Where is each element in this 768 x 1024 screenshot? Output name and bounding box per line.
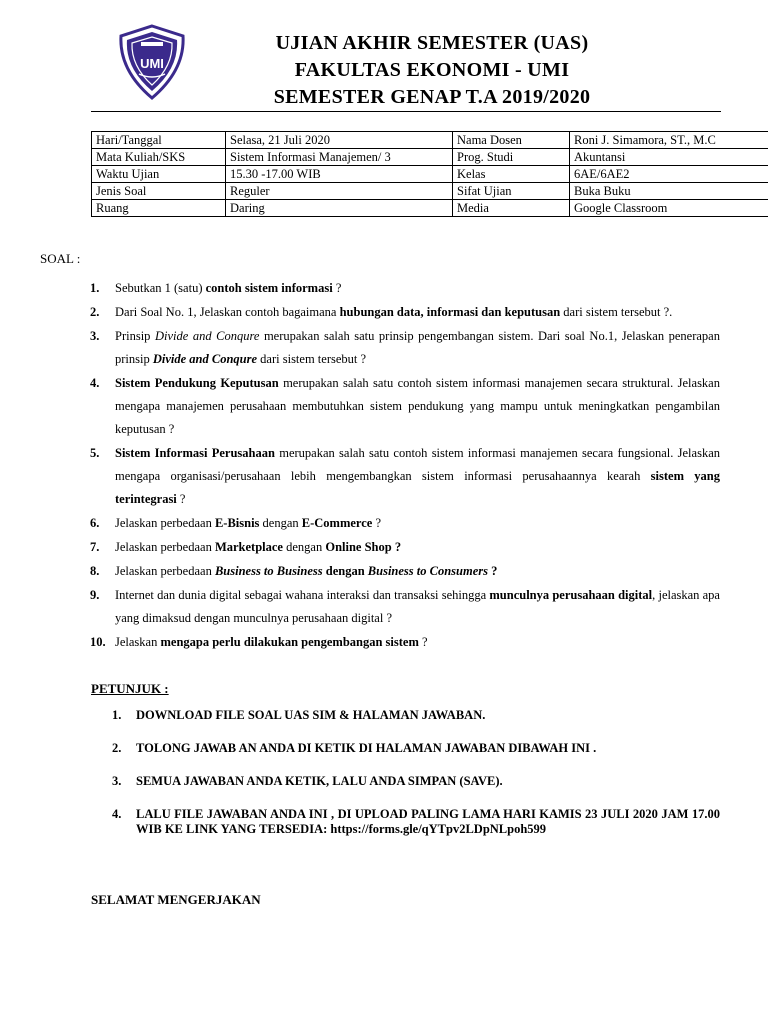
question-text: merupakan salah satu contoh sistem informasi manajemen secara struktural. Jelaskan mengapa manajemen perusahaan membutuhkan sistem pendukung yang mampu untuk meningkatkan pengambilan keputusan ? xyxy=(115,376,720,436)
question-text: Divide and Conqure xyxy=(152,352,258,366)
info-label: Prog. Studi xyxy=(453,149,570,166)
question-number: 10. xyxy=(90,635,106,649)
info-value: 6AE/6AE2 xyxy=(570,166,768,183)
question-item xyxy=(90,584,720,630)
info-value: Akuntansi xyxy=(570,149,768,166)
question-text: E-Bisnis xyxy=(214,516,260,530)
instruction-number: 3. xyxy=(112,774,122,788)
info-value: Roni J. Simamora, ST., M.C xyxy=(570,132,768,149)
info-label: Nama Dosen xyxy=(453,132,570,149)
question-number: 1. xyxy=(90,281,100,295)
info-label: Jenis Soal xyxy=(92,183,226,200)
question-text: E-Commerce xyxy=(301,516,373,530)
instruction-text: DOWNLOAD FILE SOAL UAS SIM & HALAMAN JAWABAN. xyxy=(136,708,486,722)
info-label: Media xyxy=(453,200,570,217)
question-text: Online Shop ? xyxy=(325,540,402,554)
question-item xyxy=(90,442,720,511)
question-text: merupakan salah satu contoh sistem informasi manajemen secara fungsional. Jelaskan mengapa organisasi/perusahaan lebih mengembangkan sistem informasi perusahaannya kearah xyxy=(115,446,720,483)
question-text: Business to Consumers xyxy=(367,564,488,578)
info-label: Waktu Ujian xyxy=(92,166,226,183)
table-row xyxy=(92,166,768,183)
question-text: Sistem Pendukung Keputusan xyxy=(115,376,279,390)
table-row xyxy=(92,200,768,217)
question-number: 4. xyxy=(90,376,100,390)
info-value: Sistem Informasi Manajemen/ 3 xyxy=(226,149,453,166)
instruction-text: LALU FILE JAWABAN ANDA INI , DI UPLOAD PALING LAMA HARI KAMIS 23 JULI 2020 JAM 17.00 WIB KE LINK YANG TERSEDIA: https://forms.gle/qYTpv2LDpNLpoh599 xyxy=(136,807,720,836)
question-text: contoh sistem informasi xyxy=(205,281,333,295)
info-label: Hari/Tanggal xyxy=(92,132,226,149)
instruction-item xyxy=(112,741,720,756)
question-number: 9. xyxy=(90,588,100,602)
instruction-item xyxy=(112,774,720,789)
question-text: Jelaskan perbedaan xyxy=(115,564,215,578)
question-number: 2. xyxy=(90,305,100,319)
university-seal-icon xyxy=(117,24,187,100)
question-text: sistem yang terintegrasi xyxy=(115,469,721,506)
question-text: munculnya perusahaan digital xyxy=(489,588,653,602)
question-text: Jelaskan xyxy=(115,635,161,649)
question-text: ? xyxy=(418,635,428,649)
question-number: 5. xyxy=(90,446,100,460)
instructions-heading: PETUNJUK : xyxy=(91,681,169,696)
question-text: Marketplace xyxy=(214,540,283,554)
question-text: merupakan salah satu prinsip pengembangan sistem. Dari soal No.1, Jelaskan penerapan prinsip xyxy=(115,329,720,366)
instruction-number: 4. xyxy=(112,807,122,821)
question-text: Sebutkan 1 (satu) xyxy=(115,281,206,295)
info-value: Selasa, 21 Juli 2020 xyxy=(226,132,453,149)
exam-info-table xyxy=(91,131,768,217)
info-value: Buka Buku xyxy=(570,183,768,200)
question-item xyxy=(90,372,720,441)
question-text: ? xyxy=(176,492,186,506)
question-item xyxy=(90,512,720,535)
instruction-list xyxy=(112,708,720,855)
question-number: 6. xyxy=(90,516,100,530)
question-text: Jelaskan perbedaan xyxy=(115,516,215,530)
question-text: ? xyxy=(372,516,382,530)
question-text: ? xyxy=(487,564,498,578)
question-text: , jelaskan apa yang dimaksud dengan munculnya perusahaan digital ? xyxy=(115,588,720,625)
question-text: Prinsip xyxy=(115,329,155,343)
question-text: dengan xyxy=(259,516,302,530)
question-text: dari sistem tersebut ? xyxy=(257,352,367,366)
info-label: Ruang xyxy=(92,200,226,217)
logo-text: UMI xyxy=(140,56,164,71)
closing-text: SELAMAT MENGERJAKAN xyxy=(91,892,261,907)
instruction-item xyxy=(112,708,720,723)
instruction-number: 1. xyxy=(112,708,122,722)
instruction-text: SEMUA JAWABAN ANDA KETIK, LALU ANDA SIMPAN (SAVE). xyxy=(136,774,503,788)
question-item xyxy=(90,536,720,559)
question-text: dengan xyxy=(322,564,368,578)
question-item xyxy=(90,560,720,583)
question-item xyxy=(90,631,720,654)
question-text: Divide and Conqure xyxy=(154,329,260,343)
question-item xyxy=(90,325,720,371)
table-row xyxy=(92,132,768,149)
info-value: 15.30 -17.00 WIB xyxy=(226,166,453,183)
exam-title: UJIAN AKHIR SEMESTER (UAS) xyxy=(275,32,589,54)
question-text: Internet dan dunia digital sebagai wahana interaksi dan transaksi sehingga xyxy=(115,588,490,602)
info-value: Google Classroom xyxy=(570,200,768,217)
question-number: 3. xyxy=(90,329,100,343)
question-item xyxy=(90,301,720,324)
question-list xyxy=(90,277,720,655)
question-text: ? xyxy=(332,281,342,295)
table-row xyxy=(92,149,768,166)
semester-title: SEMESTER GENAP T.A 2019/2020 xyxy=(273,86,591,108)
info-value: Reguler xyxy=(226,183,453,200)
info-label: Kelas xyxy=(453,166,570,183)
question-text: dengan xyxy=(282,540,326,554)
question-text: Business to Business xyxy=(214,564,323,578)
info-label: Mata Kuliah/SKS xyxy=(92,149,226,166)
question-text: dari sistem tersebut ?. xyxy=(560,305,673,319)
instruction-number: 2. xyxy=(112,741,122,755)
faculty-title: FAKULTAS EKONOMI - UMI xyxy=(294,59,570,81)
instruction-text: TOLONG JAWAB AN ANDA DI KETIK DI HALAMAN JAWABAN DIBAWAH INI . xyxy=(136,741,597,755)
table-row xyxy=(92,183,768,200)
info-value: Daring xyxy=(226,200,453,217)
question-text: Sistem Informasi Perusahaan xyxy=(115,446,275,460)
question-item xyxy=(90,277,720,300)
question-text: Jelaskan perbedaan xyxy=(115,540,215,554)
question-number: 8. xyxy=(90,564,100,578)
question-text: mengapa perlu dilakukan pengembangan sistem xyxy=(160,635,419,649)
question-text: hubungan data, informasi dan keputusan xyxy=(339,305,561,319)
questions-heading: SOAL : xyxy=(40,251,81,266)
info-label: Sifat Ujian xyxy=(453,183,570,200)
question-number: 7. xyxy=(90,540,100,554)
header-divider xyxy=(91,111,721,112)
instruction-item xyxy=(112,807,720,837)
question-text: Dari Soal No. 1, Jelaskan contoh bagaimana xyxy=(115,305,340,319)
